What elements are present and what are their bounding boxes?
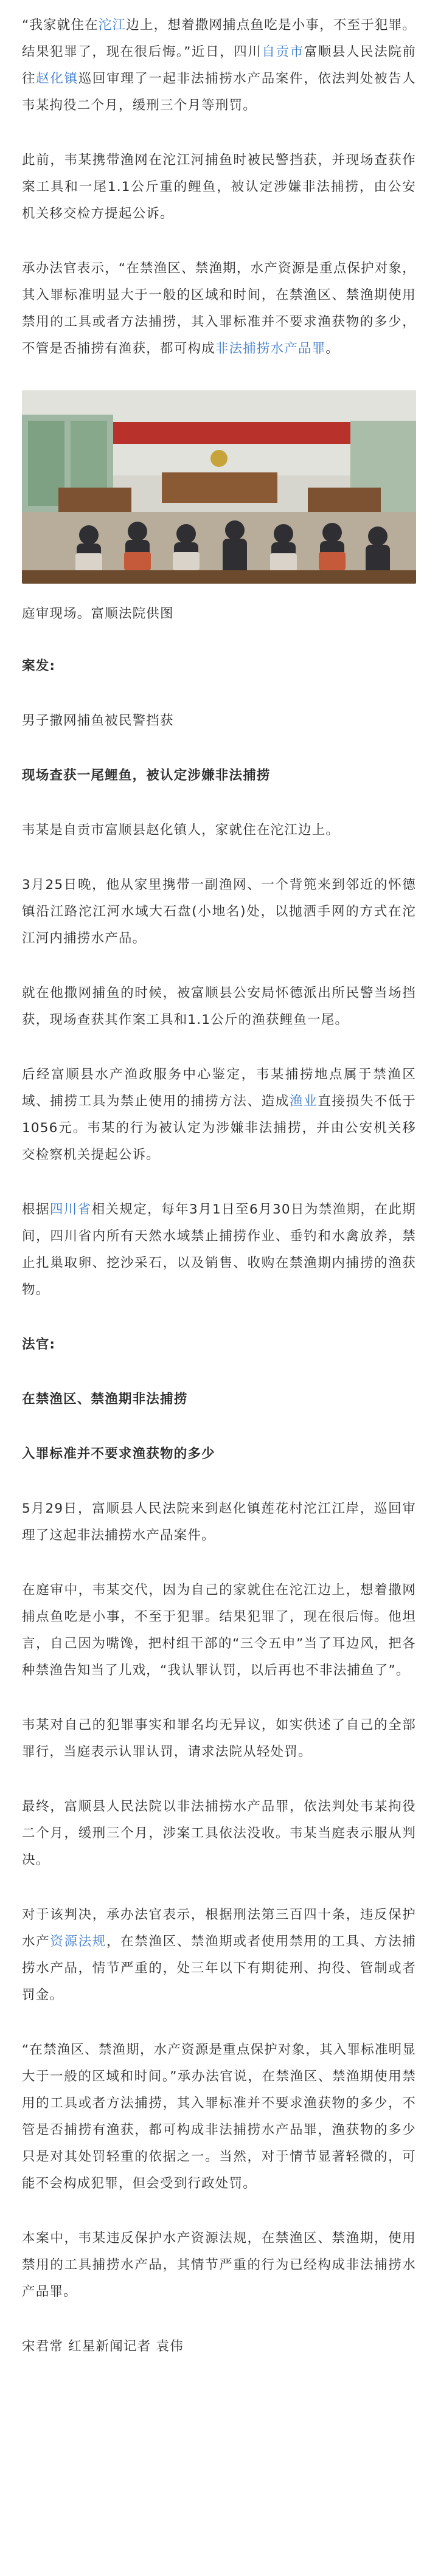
link-zhaohua[interactable]: 赵化镇 [36, 71, 78, 86]
subheading-standard: 入罪标准并不要求渔获物的多少 [22, 1446, 215, 1462]
text: 边上，想着撒网捕点鱼吃是小事，不至于犯罪。结果犯罪了，现在很后悔。”近日，四川 [22, 18, 417, 60]
link-illegal-fishing-crime[interactable]: 非法捕捞水产品罪 [215, 341, 326, 356]
text: 后经富顺县水产渔政服务中心鉴定，韦某捕捞地点属于禁渔区域、捕捞工具为禁止使用的捕捞方法、造成 [22, 1067, 416, 1109]
text: 直接损失不低于1056元。韦某的行为被认定为涉嫌非法捕捞，并由公安机关移交检察机关提起公诉。 [22, 1094, 416, 1162]
subheading-carp: 现场查获一尾鲤鱼，被认定涉嫌非法捕捞 [22, 768, 271, 783]
text: 富顺县人民法院前往 [22, 44, 416, 86]
section-heading-case: 案发: [22, 658, 56, 674]
paragraph: 在庭审中，韦某交代，因为自己的家就住在沱江边上，想着撒网捕点鱼吃是小事，不至于犯罪。结果犯罪了，现在很后悔。他坦言，自己因为嘴馋，把村组干部的“三令五申”当了耳边风，把各种禁渔告知当了儿戏，“我认罪认罚，以后再也不非法捕鱼了”。 [22, 1583, 416, 1678]
photo-caption: 庭审现场。富顺法院供图 [22, 606, 174, 621]
paragraph-law [22, 1902, 416, 2009]
text: 对于该判决，承办法官表示，根据刑法第三百四十条，违反保护水产 [22, 1907, 416, 1949]
paragraph: 5月29日，富顺县人民法院来到赵化镇莲花村沱江江岸，巡回审理了这起非法捕捞水产品案件。 [22, 1501, 416, 1543]
paragraph-appraisal [22, 1062, 416, 1169]
text: ，在禁渔区、禁渔期或者使用禁用的工具、方法捕捞水产品，情节严重的，处三年以下有期徒刑、拘役、管制或者罚金。 [22, 1934, 416, 2003]
link-resource-law[interactable]: 资源法规 [50, 1934, 106, 1949]
paragraph: 韦某是自贡市富顺县赵化镇人，家就住在沱江边上。 [22, 823, 340, 838]
paragraph: “在禁渔区、禁渔期，水产资源是重点保护对象，其入罪标准明显大于一般的区域和时间。”承办法官说，在禁渔区、禁渔期使用禁用的工具或者方法捕捞，其入罪标准并不要求渔获物的多少，不管是否捕捞有渔获，都可构成非法捕捞水产品罪，渔获物的多少只是对其处罚轻重的依据之一。当然，对于情节显著轻微的，可能不会构成犯罪，但会受到行政处罚。 [22, 2042, 416, 2191]
text: 。 [325, 341, 340, 356]
paragraph-regulation [22, 1196, 416, 1304]
link-fishery[interactable]: 渔业 [290, 1094, 318, 1109]
paragraph-judge-quote [22, 255, 416, 362]
paragraph-intro [22, 12, 416, 119]
case-summary: 男子撒网捕鱼被民警挡获 [22, 713, 174, 728]
text: 巡回审理了一起非法捕捞水产品案件，依法判处被告人韦某拘役二个月，缓刑三个月等刑罚。 [22, 71, 417, 113]
text: “我家就住在 [22, 18, 99, 33]
subheading-banned-area: 在禁渔区、禁渔期非法捕捞 [22, 1392, 188, 1407]
courtroom-photo [22, 390, 416, 584]
paragraph: 最终，富顺县人民法院以非法捕捞水产品罪，依法判处韦某拘役二个月，缓刑三个月，涉案工具依法没收。韦某当庭表示服从判决。 [22, 1799, 416, 1868]
link-sichuan[interactable]: 四川省 [49, 1202, 92, 1217]
paragraph: 就在他撒网捕鱼的时候，被富顺县公安局怀德派出所民警当场挡获，现场查获其作案工具和1.1公斤的渔获鲤鱼一尾。 [22, 986, 416, 1027]
courtroom-photo-illustration [22, 390, 416, 584]
text: 相关规定，每年3月1日至6月30日为禁渔期，在此期间，四川省内所有天然水域禁止捕捞作业、垂钓和水禽放养，禁止扎巢取卵、挖沙采石，以及销售、收购在禁渔期内捕捞的渔获物。 [22, 1202, 416, 1297]
paragraph-before: 此前，韦某携带渔网在沱江河捕鱼时被民警挡获，并现场查获作案工具和一尾1.1公斤重的鲤鱼，被认定涉嫌非法捕捞，由公安机关移交检方提起公诉。 [22, 153, 416, 221]
paragraph: 3月25日晚，他从家里携带一副渔网、一个背篼来到邻近的怀德镇沿江路沱江河水域大石盘(小地名)处，以抛洒手网的方式在沱江河内捕捞水产品。 [22, 877, 416, 946]
link-zigong[interactable]: 自贡市 [262, 44, 304, 60]
text: 根据 [22, 1202, 50, 1217]
link-tuojiang[interactable]: 沱江 [98, 18, 127, 33]
section-heading-judge: 法官: [22, 1337, 56, 1352]
text: 承办法官表示，“在禁渔区、禁渔期，水产资源是重点保护对象，其入罪标准明显大于一般的区域和时间，在禁渔区、禁渔期使用禁用的工具或者方法捕捞，其入罪标准并不要求渔获物的多少，不管是否捕捞有渔获，都可构成 [22, 261, 416, 356]
paragraph: 本案中，韦某违反保护水产资源法规，在禁渔区、禁渔期，使用禁用的工具捕捞水产品，其情节严重的行为已经构成非法捕捞水产品罪。 [22, 2231, 416, 2299]
paragraph: 韦某对自己的犯罪事实和罪名均无异议，如实供述了自己的全部罪行，当庭表示认罪认罚，请求法院从轻处罚。 [22, 1718, 416, 1759]
byline: 宋君常 红星新闻记者 袁伟 [22, 2339, 184, 2354]
